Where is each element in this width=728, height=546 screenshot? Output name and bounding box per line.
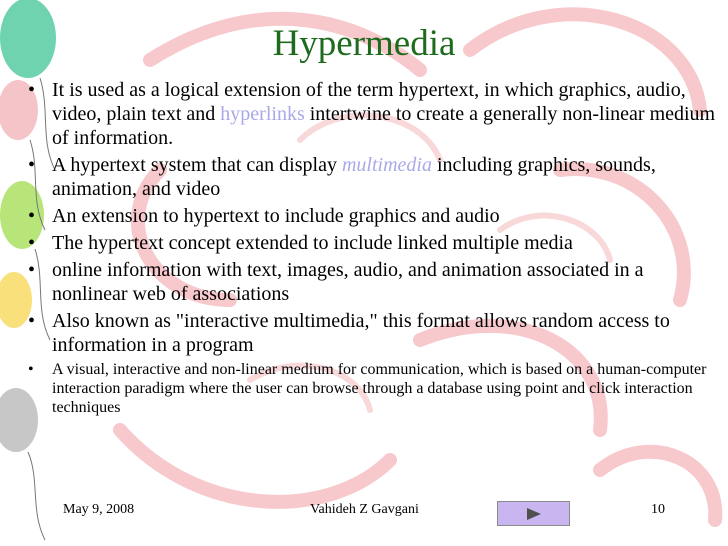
page-number: 10 [651,502,665,517]
bullet-list [28,78,718,420]
bullet-item [28,153,718,201]
bullet-item [28,258,718,306]
bullet-item [28,204,718,228]
bullet-text: An extension to hypertext to include graphics and audio [52,205,500,227]
bullet-text: intertwine to create a generally non-linear medium of information. [52,103,716,149]
bullet-text: including graphics, sounds, animation, and video [52,154,656,200]
bullet-text: A hypertext system that can display [52,154,342,176]
bullet-text: The hypertext concept extended to include linked multiple media [52,232,573,254]
bullet-text: A visual, interactive and non-linear medium for communication, which is based on a human-computer interaction paradigm where the user can browse through a database using point and click interaction techniques [52,361,707,416]
hyperlinks-link[interactable]: hyperlinks [220,103,305,125]
bullet-text: It is used as a logical extension of the term hypertext, in which graphics, audio, video, plain text and [52,79,686,125]
play-triangle-icon [525,507,543,521]
next-slide-button[interactable] [497,501,570,526]
bullet-text: online information with text, images, audio, and animation associated in a nonlinear web of associations [52,259,644,305]
bullet-item [28,231,718,255]
bullet-item [28,309,718,357]
multimedia-link[interactable]: multimedia [341,154,432,176]
bullet-text: Also known as "interactive multimedia," this format allows random access to information in a program [52,310,670,356]
footer-date: May 9, 2008 [63,502,135,517]
bullet-item [28,360,718,417]
bullet-item [28,78,718,150]
slide-title: Hypermedia [272,23,456,64]
footer-author: Vahideh Z Gavgani [310,502,419,517]
